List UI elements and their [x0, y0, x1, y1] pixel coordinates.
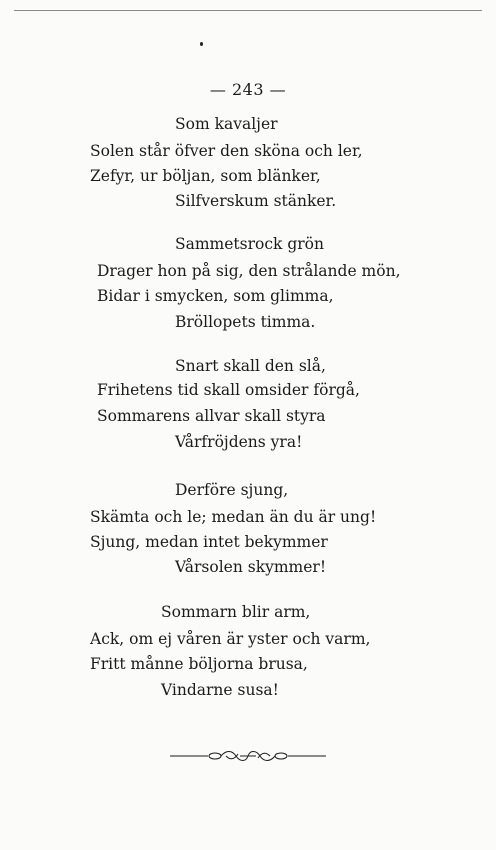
verse-line: Drager hon på sig, den strålande mön, — [97, 262, 401, 280]
verse-line: Solen står öfver den sköna och ler, — [90, 142, 363, 160]
verse-line: Bidar i smycken, som glimma, — [97, 287, 334, 305]
verse-line: Som kavaljer — [175, 115, 278, 133]
verse-line: Derföre sjung, — [175, 481, 289, 499]
verse-line: Sammetsrock grön — [175, 235, 324, 253]
verse-line: Vårsolen skymmer! — [175, 558, 327, 576]
verse-line: Skämta och le; medan än du är ung! — [90, 508, 377, 526]
verse-line: Zefyr, ur böljan, som blänker, — [90, 167, 321, 185]
verse-line: Bröllopets timma. — [175, 313, 316, 331]
verse-line: Sommarens allvar skall styra — [97, 407, 326, 425]
verse-line: Snart skall den slå, — [175, 357, 326, 375]
verse-line: Vindarne susa! — [161, 681, 279, 699]
scroll-ornament-icon — [168, 746, 328, 766]
verse-line: Silfverskum stänker. — [175, 192, 337, 210]
top-rule — [14, 10, 482, 11]
verse-line: Sommarn blir arm, — [161, 603, 311, 621]
verse-line: Ack, om ej våren är yster och varm, — [90, 630, 371, 648]
ink-speck — [200, 42, 203, 46]
verse-line: Frihetens tid skall omsider förgå, — [97, 381, 360, 399]
verse-line: Vårfröjdens yra! — [175, 433, 303, 451]
verse-line: Sjung, medan intet bekymmer — [90, 533, 328, 551]
verse-line: Fritt månne böljorna brusa, — [90, 655, 308, 673]
page-number: — 243 — — [209, 80, 287, 99]
